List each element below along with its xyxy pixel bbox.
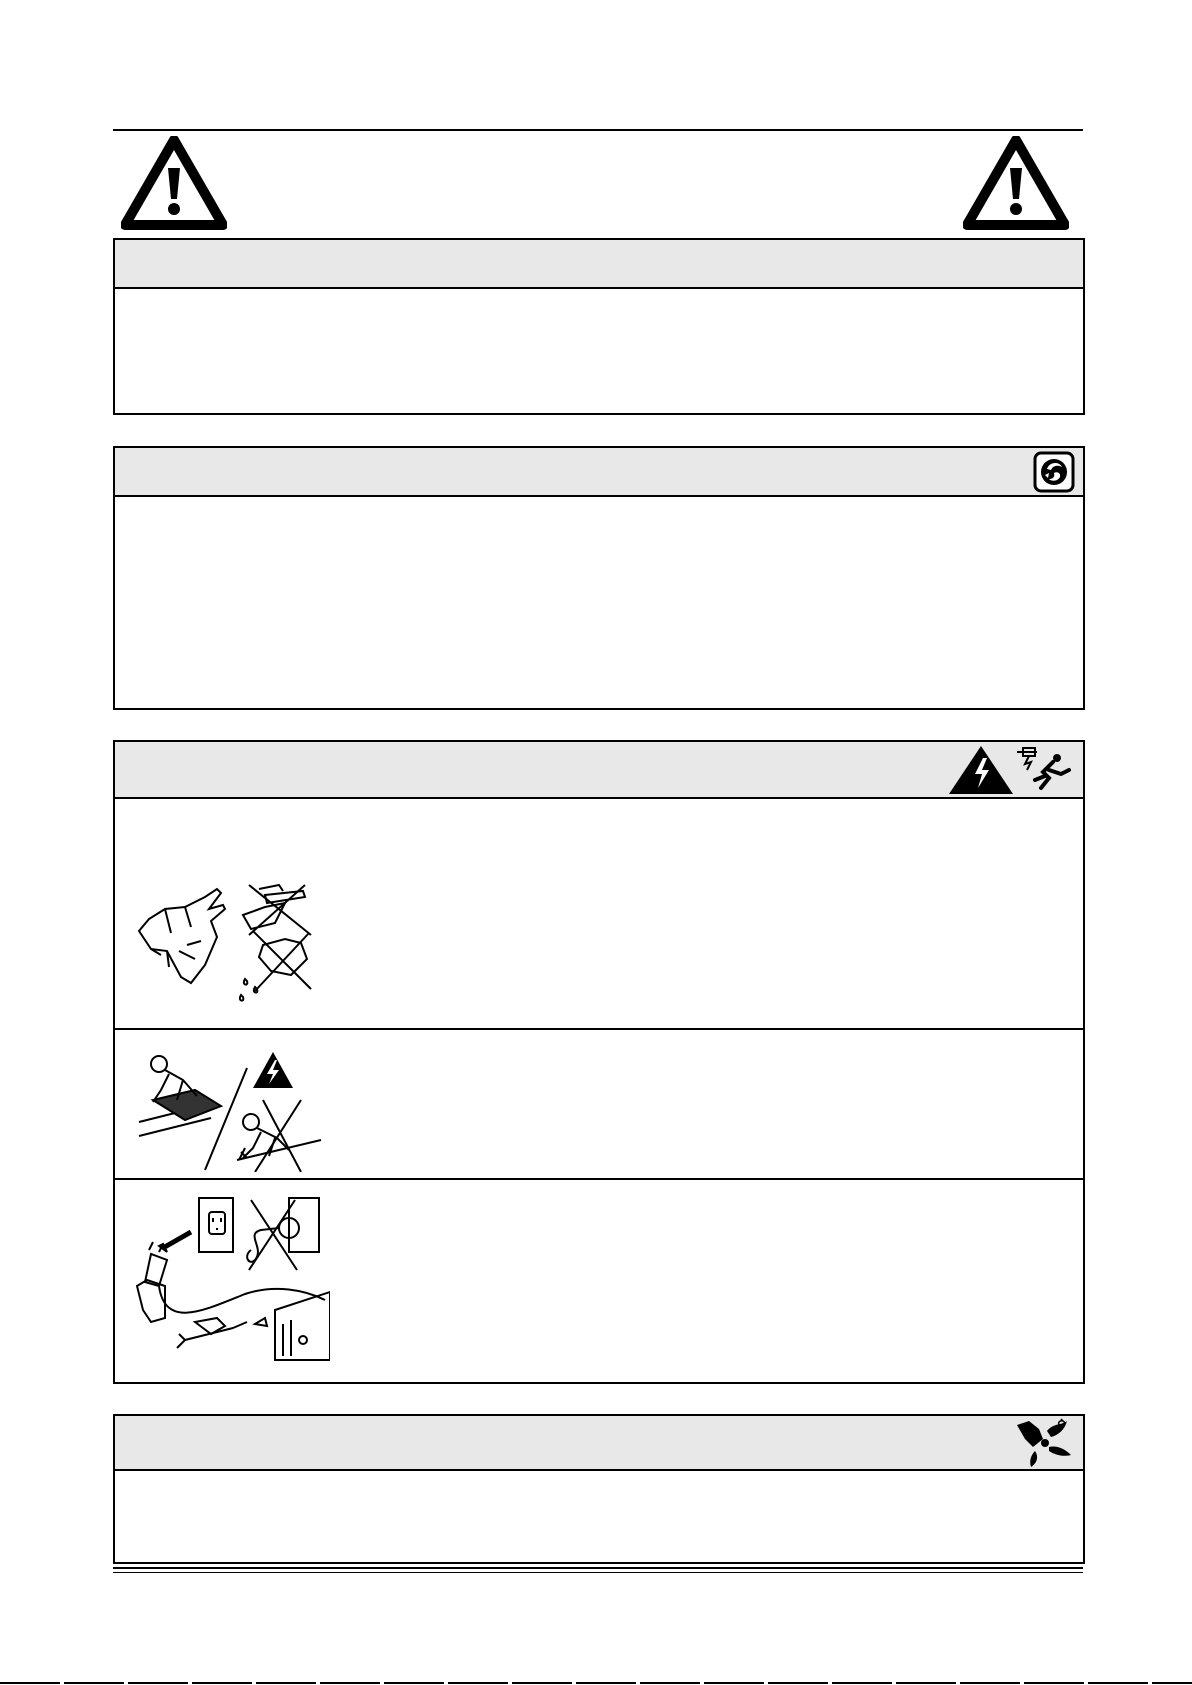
moving-parts-hand-icon (1013, 1417, 1075, 1469)
panel-body (115, 497, 1083, 708)
fire-burns-panel (113, 446, 1085, 710)
fire-burn-icon (1033, 451, 1075, 493)
warning-triangle-icon (963, 136, 1069, 230)
general-safety-panel (113, 238, 1085, 415)
insulated-gloves-dry-hands-illustration (125, 879, 325, 1009)
panel-body (115, 799, 1083, 1382)
insulated-mat-illustration (125, 1040, 325, 1172)
panel-header (115, 742, 1083, 799)
electric-shock-icon (945, 744, 1077, 796)
unplug-before-service-illustration (125, 1190, 330, 1370)
panel-body (115, 1471, 1083, 1562)
panel-body (115, 289, 1083, 413)
bottom-rule-thin (113, 1572, 1083, 1573)
panel-header (115, 1416, 1083, 1471)
panel-row (115, 799, 1083, 1030)
top-rule (113, 129, 1083, 131)
panel-row (115, 1180, 1083, 1380)
panel-row (115, 1030, 1083, 1180)
electric-shock-panel (113, 740, 1085, 1384)
bottom-rule (113, 1567, 1083, 1569)
panel-header (115, 240, 1083, 289)
page-bottom-edge (0, 1682, 1192, 1684)
panel-header (115, 448, 1083, 497)
warning-triangle-icon (121, 136, 227, 230)
moving-parts-panel (113, 1414, 1085, 1564)
